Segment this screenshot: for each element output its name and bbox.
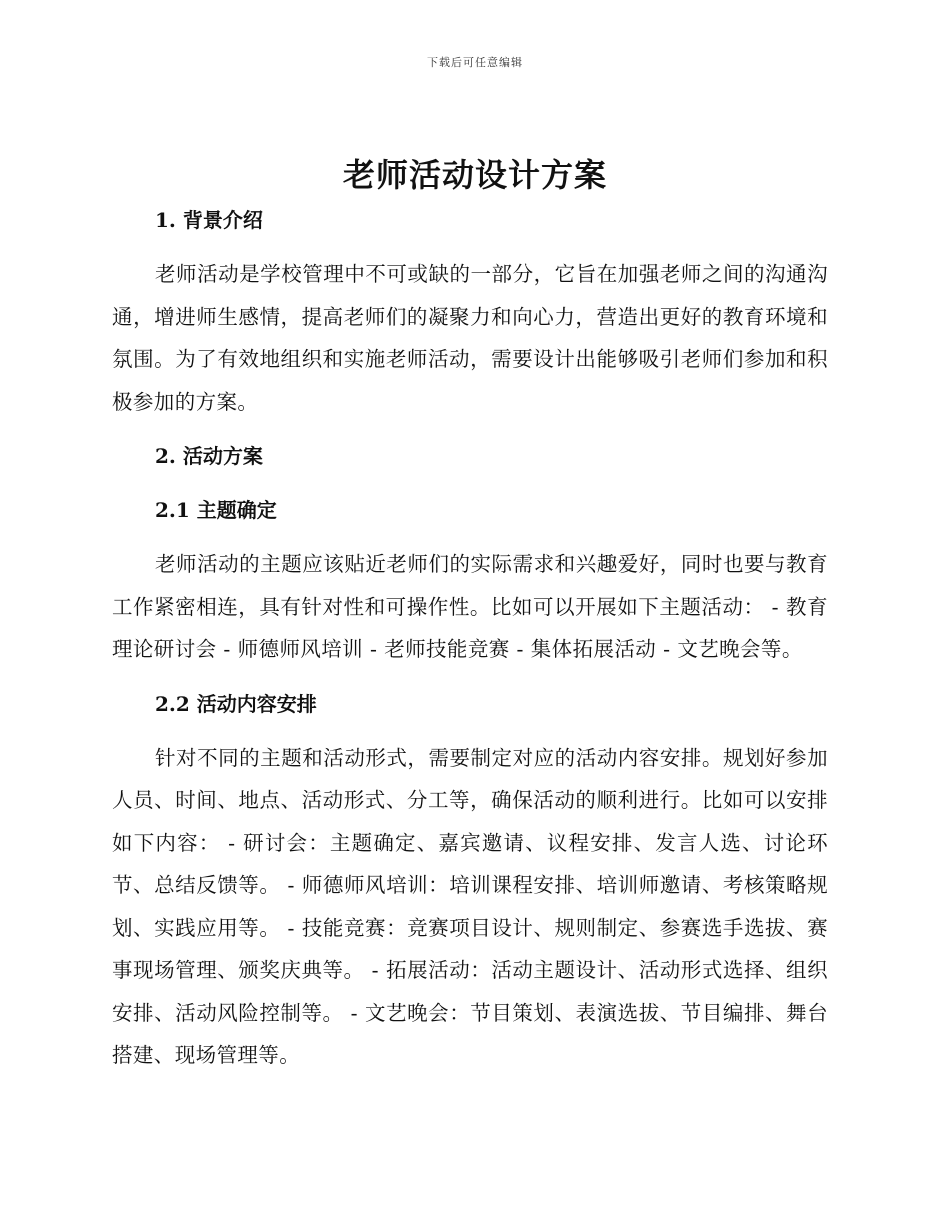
paragraph-background: 老师活动是学校管理中不可或缺的一部分，它旨在加强老师之间的沟通沟通，增进师生感情，提高老师们的凝聚力和向心力，营造出更好的教育环境和氛围。为了有效地组织和实施老师活动，需要设计出能够吸引老师们参加和积极参加的方案。 bbox=[112, 262, 828, 414]
header-note: 下载后可任意编辑 bbox=[427, 56, 523, 69]
subsection-heading-theme: 2.1 主题确定 bbox=[155, 498, 277, 522]
subsection-heading-content-arrangement: 2.2 活动内容安排 bbox=[155, 691, 317, 716]
document-title: 老师活动设计方案 bbox=[342, 156, 607, 194]
section-heading-activity-plan: 2. 活动方案 bbox=[155, 444, 263, 468]
section-heading-background: 1. 背景介绍 bbox=[155, 208, 263, 232]
document-body bbox=[112, 203, 828, 1077]
paragraph-content-arrangement: 针对不同的主题和活动形式，需要制定对应的活动内容安排。规划好参加人员、时间、地点、活动形式、分工等，确保活动的顺利进行。比如可以安排如下内容： - 研讨会：主题确定、嘉宾邀请、议程安排、发言人选、讨论环节、总结反馈等。 - 师德师风培训：培训课程安排、培训师邀请、考核策略规划、实践应用等。 - 技能竞赛：竞赛项目设计、规则制定、参赛选手选拔、赛事现场管理、颁奖庆典等。 - 拓展活动：活动主题设计、活动形式选择、组织安排、活动风险控制等。 - 文艺晚会：节目策划、表演选拔、节目编排、舞台搭建、现场管理等。 bbox=[112, 745, 828, 1067]
paragraph-theme: 老师活动的主题应该贴近老师们的实际需求和兴趣爱好，同时也要与教育工作紧密相连，具有针对性和可操作性。比如可以开展如下主题活动： - 教育理论研讨会 - 师德师风培训 - 老师技能竞赛 - 集体拓展活动 - 文艺晚会等。 bbox=[112, 552, 828, 661]
